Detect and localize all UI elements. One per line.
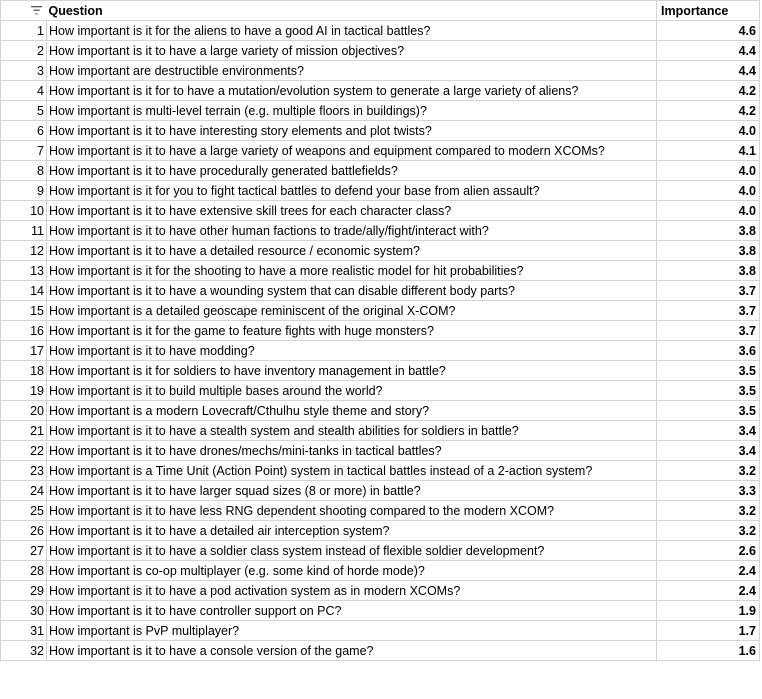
row-number-cell[interactable]: 26	[1, 521, 47, 541]
row-number-cell[interactable]: 20	[1, 401, 47, 421]
importance-cell[interactable]: 3.2	[657, 501, 760, 521]
importance-cell[interactable]: 3.4	[657, 421, 760, 441]
table-row[interactable]	[1, 441, 760, 461]
question-cell[interactable]: How important is it for you to fight tactical battles to defend your base from alien assault?	[47, 181, 657, 201]
question-cell[interactable]: How important is it to have drones/mechs/mini-tanks in tactical battles?	[47, 441, 657, 461]
table-row[interactable]	[1, 321, 760, 341]
row-number-cell[interactable]: 24	[1, 481, 47, 501]
importance-header-label: Importance	[661, 3, 729, 18]
row-number-cell[interactable]: 29	[1, 581, 47, 601]
importance-cell[interactable]: 4.1	[657, 141, 760, 161]
question-cell[interactable]: How important is co-op multiplayer (e.g. some kind of horde mode)?	[47, 561, 657, 581]
question-cell[interactable]: How important is PvP multiplayer?	[47, 621, 657, 641]
question-cell[interactable]: How important is it to have other human factions to trade/ally/fight/interact with?	[47, 221, 657, 241]
row-number-cell[interactable]: 13	[1, 261, 47, 281]
importance-cell[interactable]: 2.4	[657, 581, 760, 601]
question-cell[interactable]: How important is it for soldiers to have inventory management in battle?	[47, 361, 657, 381]
importance-cell[interactable]: 3.5	[657, 381, 760, 401]
table-row[interactable]	[1, 181, 760, 201]
row-number-cell[interactable]: 3	[1, 61, 47, 81]
table-row[interactable]	[1, 141, 760, 161]
question-cell[interactable]: How important is multi-level terrain (e.g. multiple floors in buildings)?	[47, 101, 657, 121]
question-cell[interactable]: How important is it to have a wounding system that can disable different body parts?	[47, 281, 657, 301]
row-number-cell[interactable]: 16	[1, 321, 47, 341]
question-cell[interactable]: How important is it to have a soldier class system instead of flexible soldier development?	[47, 541, 657, 561]
row-number-header	[1, 1, 47, 21]
importance-cell[interactable]: 4.2	[657, 81, 760, 101]
table-row[interactable]	[1, 641, 760, 661]
table-row[interactable]	[1, 261, 760, 281]
question-cell[interactable]: How important is it to have modding?	[47, 341, 657, 361]
question-cell[interactable]: How important is it for the aliens to have a good AI in tactical battles?	[47, 21, 657, 41]
row-number-cell[interactable]: 27	[1, 541, 47, 561]
importance-cell[interactable]: 4.4	[657, 41, 760, 61]
header-row	[1, 1, 760, 21]
row-number-cell[interactable]: 14	[1, 281, 47, 301]
row-number-cell[interactable]: 23	[1, 461, 47, 481]
question-cell[interactable]: How important is it to have a detailed air interception system?	[47, 521, 657, 541]
importance-cell[interactable]: 1.7	[657, 621, 760, 641]
table-row[interactable]	[1, 421, 760, 441]
question-cell[interactable]: How important is it to have procedurally generated battlefields?	[47, 161, 657, 181]
row-number-cell[interactable]: 12	[1, 241, 47, 261]
importance-cell[interactable]: 3.7	[657, 321, 760, 341]
importance-cell[interactable]: 4.0	[657, 161, 760, 181]
row-number-cell[interactable]: 6	[1, 121, 47, 141]
table-row[interactable]	[1, 241, 760, 261]
table-row[interactable]	[1, 601, 760, 621]
row-number-cell[interactable]: 5	[1, 101, 47, 121]
question-cell[interactable]: How important is it to have a stealth system and stealth abilities for soldiers in battle?	[47, 421, 657, 441]
importance-cell[interactable]: 2.6	[657, 541, 760, 561]
importance-cell[interactable]: 4.0	[657, 181, 760, 201]
importance-cell[interactable]: 3.5	[657, 401, 760, 421]
filter-icon[interactable]	[31, 6, 42, 15]
question-cell[interactable]: How important is it for the shooting to have a more realistic model for hit probabilities?	[47, 261, 657, 281]
question-cell[interactable]: How important is it to have larger squad sizes (8 or more) in battle?	[47, 481, 657, 501]
table-row[interactable]	[1, 201, 760, 221]
importance-cell[interactable]: 1.9	[657, 601, 760, 621]
row-number-cell[interactable]: 19	[1, 381, 47, 401]
row-number-cell[interactable]: 11	[1, 221, 47, 241]
table-row[interactable]	[1, 161, 760, 181]
table-row[interactable]	[1, 61, 760, 81]
question-cell[interactable]: How important is it to have a detailed resource / economic system?	[47, 241, 657, 261]
question-cell[interactable]: How important is it to have extensive skill trees for each character class?	[47, 201, 657, 221]
importance-cell[interactable]: 3.7	[657, 281, 760, 301]
table-row[interactable]	[1, 361, 760, 381]
row-number-cell[interactable]: 15	[1, 301, 47, 321]
table-row[interactable]	[1, 461, 760, 481]
importance-cell[interactable]: 3.6	[657, 341, 760, 361]
row-number-cell[interactable]: 7	[1, 141, 47, 161]
table-row[interactable]	[1, 401, 760, 421]
question-cell[interactable]: How important are destructible environments?	[47, 61, 657, 81]
importance-cell[interactable]: 4.0	[657, 201, 760, 221]
question-cell[interactable]: How important is it for the game to feature fights with huge monsters?	[47, 321, 657, 341]
table-row[interactable]	[1, 281, 760, 301]
question-cell[interactable]: How important is it to have a console version of the game?	[47, 641, 657, 661]
question-cell[interactable]: How important is a detailed geoscape reminiscent of the original X-COM?	[47, 301, 657, 321]
row-number-cell[interactable]: 22	[1, 441, 47, 461]
table-row[interactable]	[1, 581, 760, 601]
row-number-cell[interactable]: 17	[1, 341, 47, 361]
table-row[interactable]	[1, 101, 760, 121]
question-cell[interactable]: How important is it to have a large variety of mission objectives?	[47, 41, 657, 61]
importance-cell[interactable]: 3.4	[657, 441, 760, 461]
table-row[interactable]	[1, 341, 760, 361]
importance-cell[interactable]: 1.6	[657, 641, 760, 661]
table-row[interactable]	[1, 501, 760, 521]
importance-cell[interactable]: 2.4	[657, 561, 760, 581]
question-header[interactable]: Question	[47, 1, 657, 21]
row-number-cell[interactable]: 4	[1, 81, 47, 101]
question-cell[interactable]: How important is it to have less RNG dependent shooting compared to the modern XCOM?	[47, 501, 657, 521]
importance-cell[interactable]: 4.0	[657, 121, 760, 141]
importance-cell[interactable]: 3.3	[657, 481, 760, 501]
importance-cell[interactable]: 4.2	[657, 101, 760, 121]
row-number-cell[interactable]: 18	[1, 361, 47, 381]
table-row[interactable]	[1, 221, 760, 241]
table-row[interactable]	[1, 561, 760, 581]
table-row[interactable]	[1, 621, 760, 641]
table-row[interactable]	[1, 301, 760, 321]
table-row[interactable]	[1, 541, 760, 561]
table-row[interactable]	[1, 481, 760, 501]
table-row[interactable]	[1, 81, 760, 101]
row-number-cell[interactable]: 25	[1, 501, 47, 521]
importance-cell[interactable]: 3.5	[657, 361, 760, 381]
table-row[interactable]	[1, 521, 760, 541]
question-cell[interactable]: How important is it to build multiple bases around the world?	[47, 381, 657, 401]
row-number-cell[interactable]: 30	[1, 601, 47, 621]
row-number-cell[interactable]: 10	[1, 201, 47, 221]
importance-cell[interactable]: 4.4	[657, 61, 760, 81]
importance-cell[interactable]: 4.6	[657, 21, 760, 41]
row-number-cell[interactable]: 32	[1, 641, 47, 661]
question-cell[interactable]: How important is it for to have a mutation/evolution system to generate a large variety of aliens?	[47, 81, 657, 101]
row-number-cell[interactable]: 31	[1, 621, 47, 641]
table-row[interactable]	[1, 41, 760, 61]
question-cell[interactable]: How important is it to have controller support on PC?	[47, 601, 657, 621]
importance-cell[interactable]: 3.7	[657, 301, 760, 321]
question-cell[interactable]: How important is it to have a pod activation system as in modern XCOMs?	[47, 581, 657, 601]
question-cell[interactable]: How important is a Time Unit (Action Point) system in tactical battles instead of a 2-action system?	[47, 461, 657, 481]
row-number-cell[interactable]: 28	[1, 561, 47, 581]
importance-header[interactable]	[657, 1, 760, 21]
importance-cell[interactable]: 3.8	[657, 241, 760, 261]
importance-cell[interactable]: 3.2	[657, 521, 760, 541]
row-number-cell[interactable]: 2	[1, 41, 47, 61]
question-cell[interactable]: How important is a modern Lovecraft/Cthulhu style theme and story?	[47, 401, 657, 421]
importance-cell[interactable]: 3.8	[657, 261, 760, 281]
row-number-cell[interactable]: 21	[1, 421, 47, 441]
row-number-cell[interactable]: 9	[1, 181, 47, 201]
question-cell[interactable]: How important is it to have interesting story elements and plot twists?	[47, 121, 657, 141]
row-number-cell[interactable]: 8	[1, 161, 47, 181]
importance-cell[interactable]: 3.2	[657, 461, 760, 481]
row-number-cell[interactable]: 1	[1, 21, 47, 41]
table-body	[1, 21, 760, 661]
importance-cell[interactable]: 3.8	[657, 221, 760, 241]
table-row[interactable]	[1, 121, 760, 141]
question-cell[interactable]: How important is it to have a large variety of weapons and equipment compared to modern XCOMs?	[47, 141, 657, 161]
table-row[interactable]	[1, 381, 760, 401]
table-row[interactable]	[1, 21, 760, 41]
